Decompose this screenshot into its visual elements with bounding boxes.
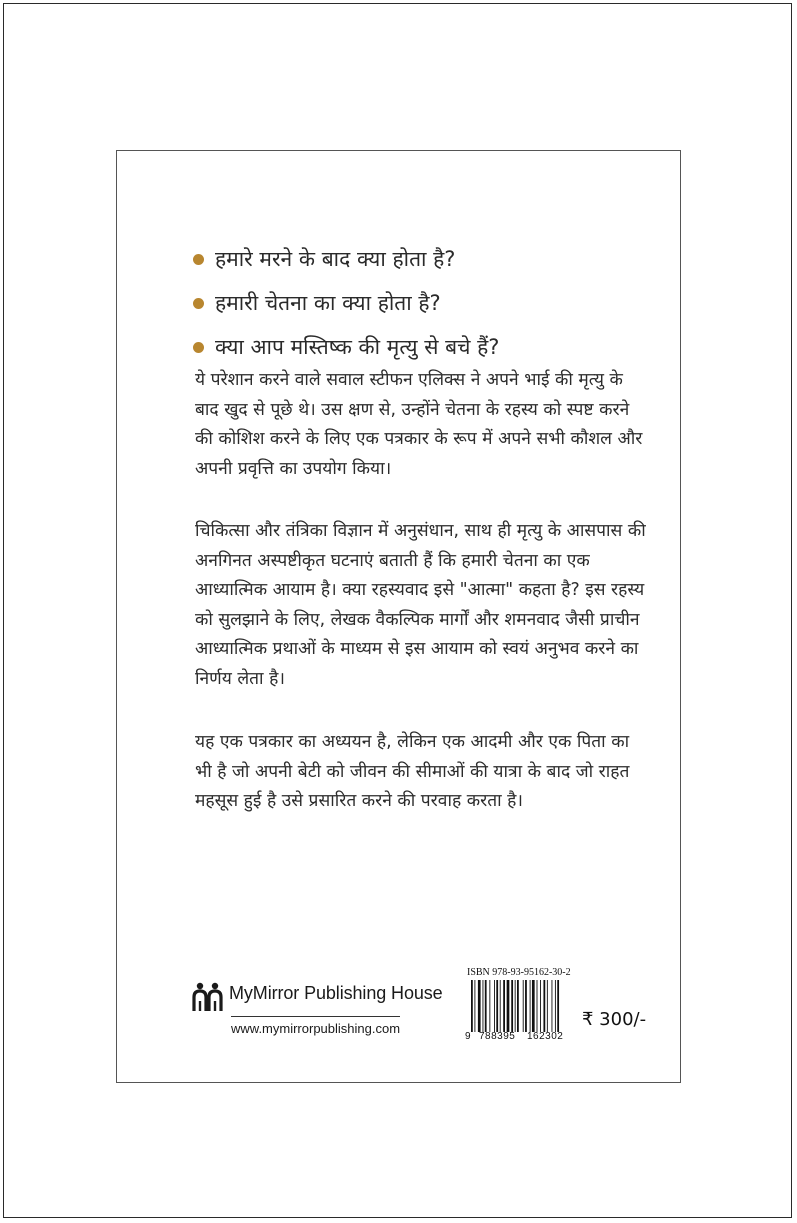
barcode-bar (489, 980, 490, 1032)
barcode-bar (525, 980, 527, 1032)
bullet-dot-icon (193, 342, 204, 353)
barcode-bar (500, 980, 501, 1032)
question-text: हमारे मरने के बाद क्या होता है? (215, 247, 456, 271)
barcode-bar (555, 980, 556, 1032)
question-item (193, 325, 499, 369)
barcode-bar (540, 980, 541, 1032)
barcode-bar (471, 980, 473, 1032)
barcode-bar (485, 980, 487, 1032)
price-label: ₹ 300/- (582, 1009, 647, 1030)
barcode-bar (496, 980, 498, 1032)
isbn-label: ISBN 978-93-95162-30-2 (467, 967, 571, 978)
barcode-digits-left: 788395 (479, 1031, 516, 1042)
mymirror-logo-icon (191, 981, 227, 1013)
barcode-bar (515, 980, 516, 1032)
blurb-paragraph-3: यह एक पत्रकार का अध्ययन है, लेकिन एक आदमी और एक पिता का भी है जो अपनी बेटी को जीवन की सीमाओं की यात्रा के बाद जो राहत महसूस हुई है उसे प्रसारित करने की परवाह करता है। (195, 732, 630, 811)
barcode-bar (532, 980, 535, 1032)
barcode-bar (537, 980, 538, 1032)
publisher-name: MyMirror Publishing House (229, 983, 443, 1003)
isbn-barcode-block (465, 967, 577, 1047)
question-text: क्या आप मस्तिष्क की मृत्यु से बचे हैं? (215, 335, 500, 359)
barcode-digits-right: 162302 (527, 1031, 564, 1042)
barcode-bar (517, 980, 519, 1032)
barcode-icon (471, 980, 575, 1032)
question-item (193, 237, 499, 281)
blurb-paragraph-1: ये परेशान करने वाले सवाल स्टीफन एलिक्स ने अपने भाई की मृत्यु के बाद खुद से पूछे थे। उस क्षण से, उन्होंने चेतना के रहस्य को स्पष्ट करने की कोशिश करने के लिए एक पत्रकार के रूप में अपने सभी कौशल और अपनी प्रवृत्ति का उपयोग किया। (195, 370, 643, 479)
publisher-block (191, 979, 461, 1039)
barcode-bar (552, 980, 553, 1032)
barcode-digit-lead: 9 (465, 1031, 471, 1042)
barcode-bar (530, 980, 531, 1032)
bullet-dot-icon (193, 254, 204, 265)
question-text: हमारी चेतना का क्या होता है? (215, 291, 441, 315)
barcode-bar (547, 980, 548, 1032)
barcode-bar (507, 980, 510, 1032)
barcode-bar (483, 980, 484, 1032)
question-list (193, 237, 499, 369)
barcode-bar (474, 980, 475, 1032)
blurb-paragraph-2: चिकित्सा और तंत्रिका विज्ञान में अनुसंधान, साथ ही मृत्यु के आसपास की अनगिनत अस्पष्टीकृत घटनाएं बताती हैं कि हमारी चेतना का एक आध्यात्मिक आयाम है। क्या रहस्यवाद इसे "आत्मा" कहता है? इस रहस्य को सुलझाने के लिए, लेखक वैकल्पिक मार्गों और शमनवाद जैसी प्राचीन आध्यात्मिक प्रथाओं के माध्यम से इस आयाम को स्वयं अनुभव करने का निर्णय लेता है। (195, 521, 646, 689)
back-cover (116, 150, 681, 1083)
barcode-bar (511, 980, 513, 1032)
bullet-dot-icon (193, 298, 204, 309)
barcode-bar (478, 980, 481, 1032)
barcode-bar (523, 980, 524, 1032)
question-item (193, 281, 499, 325)
barcode-bar (557, 980, 559, 1032)
barcode-bar (494, 980, 495, 1032)
barcode-bar (543, 980, 545, 1032)
publisher-url: www.mymirrorpublishing.com (231, 1016, 400, 1036)
barcode-bar (503, 980, 505, 1032)
